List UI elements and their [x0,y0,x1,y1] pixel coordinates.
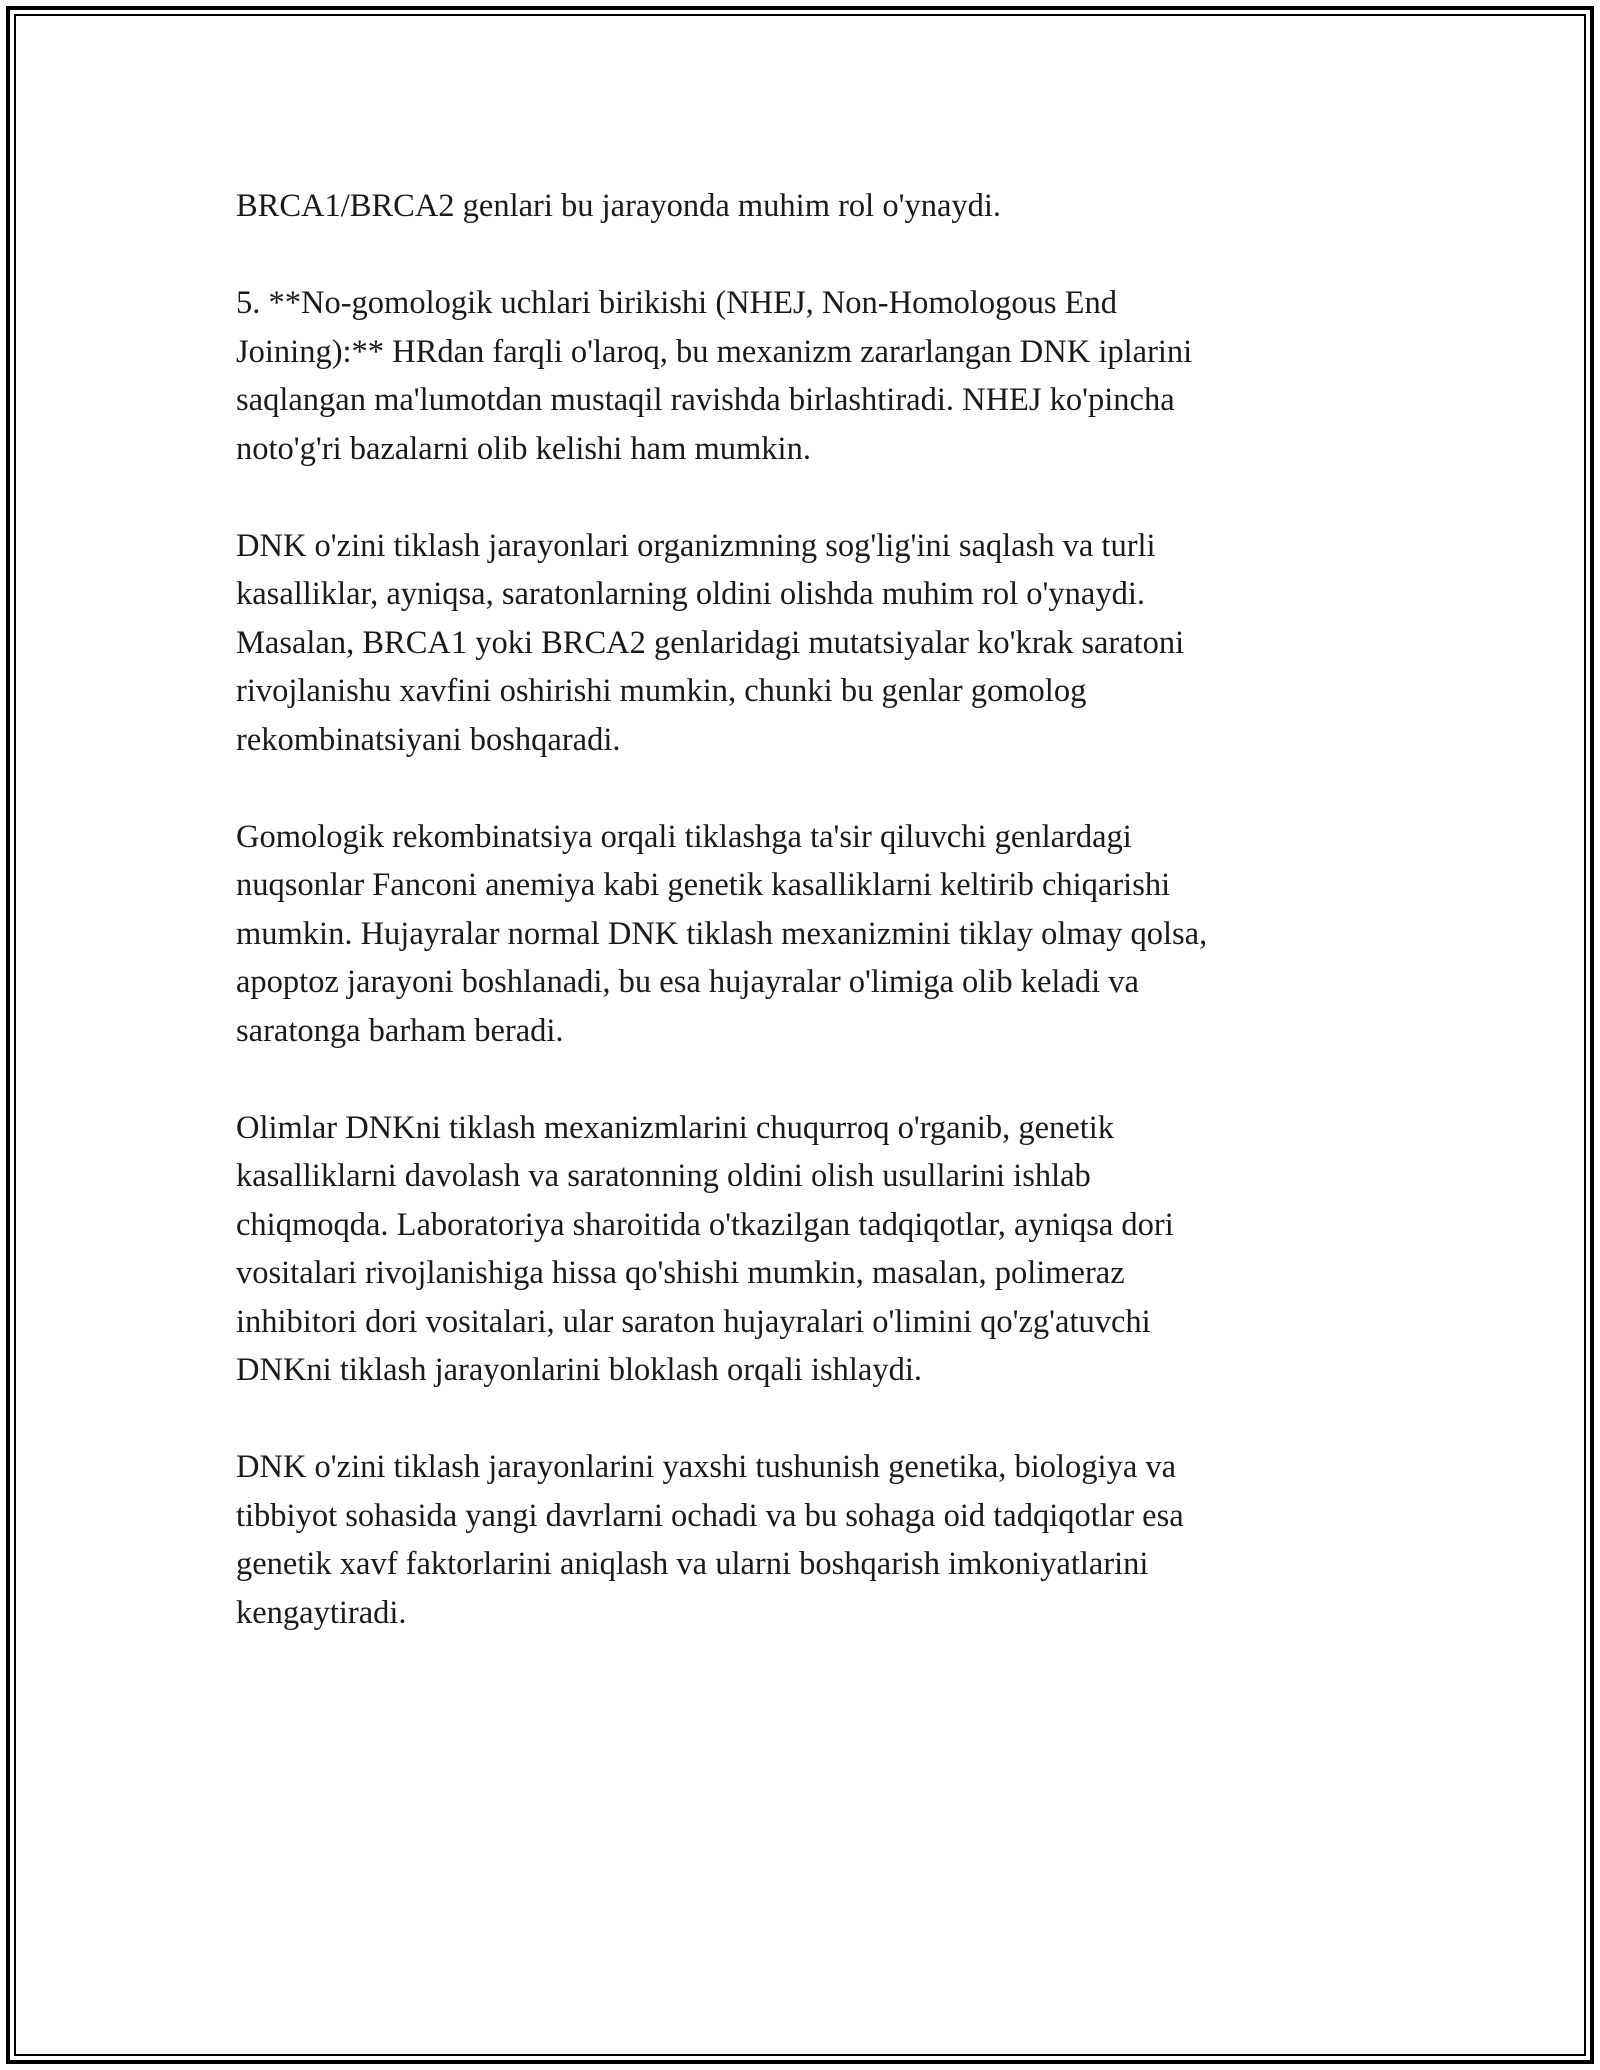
text-line: kengaytiradi. [236,1594,407,1631]
paragraph-brca-continuation [236,182,1376,231]
document-body [236,182,1376,1686]
paragraph-nhej [236,279,1376,473]
paragraph-dna-repair-health [236,522,1376,765]
text-line: rekombinatsiyani boshqaradi. [236,721,621,758]
paragraph-research [236,1104,1376,1395]
text-line: kasalliklarni davolash va saratonning oldini olish usullarini ishlab [236,1158,1091,1194]
text-line: inhibitori dori vositalari, ular saraton hujayralari o'limini qo'zg'atuvchi [236,1303,1151,1340]
text-line: saqlangan ma'lumotdan mustaqil ravishda birlashtiradi. NHEJ ko'pincha [236,382,1175,418]
text-line: BRCA1/BRCA2 genlari bu jarayonda muhim rol o'ynaydi. [236,188,1002,224]
text-line: mumkin. Hujayralar normal DNK tiklash mexanizmini tiklay olmay qolsa, [236,915,1208,952]
text-line: DNK o'zini tiklash jarayonlari organizmning sog'lig'ini saqlash va turli [236,527,1156,564]
text-line: nuqsonlar Fanconi anemiya kabi genetik kasalliklarni keltirib chiqarishi [236,867,1171,903]
text-line: kasalliklar, ayniqsa, saratonlarning oldini olishda muhim rol o'ynaydi. [236,576,1145,612]
paragraph-homologous-recombination [236,813,1376,1056]
text-line: DNKni tiklash jarayonlarini bloklash orqali ishlaydi. [236,1352,922,1388]
text-line: chiqmoqda. Laboratoriya sharoitida o'tkazilgan tadqiqotlar, ayniqsa dori [236,1206,1174,1243]
text-line: saratonga barham beradi. [236,1012,564,1049]
text-line: Olimlar DNKni tiklash mexanizmlarini chuqurroq o'rganib, genetik [236,1109,1115,1146]
text-line: vositalari rivojlanishiga hissa qo'shishi mumkin, masalan, polimeraz [236,1255,1125,1291]
text-line: Joining):** HRdan farqli o'laroq, bu mexanizm zararlangan DNK iplarini [236,333,1193,370]
text-line: 5. **No-gomologik uchlari birikishi (NHEJ, Non-Homologous End [236,285,1118,321]
text-line: noto'g'ri bazalarni olib kelishi ham mumkin. [236,430,811,467]
text-line: Gomologik rekombinatsiya orqali tiklashga ta'sir qiluvchi genlardagi [236,818,1132,855]
paragraph-conclusion [236,1443,1376,1637]
text-line: Masalan, BRCA1 yoki BRCA2 genlaridagi mutatsiyalar ko'krak saratoni [236,624,1185,661]
text-line: apoptoz jarayoni boshlanadi, bu esa hujayralar o'limiga olib keladi va [236,964,1139,1000]
text-line: DNK o'zini tiklash jarayonlarini yaxshi tushunish genetika, biologiya va [236,1449,1177,1485]
text-line: tibbiyot sohasida yangi davrlarni ochadi va bu sohaga oid tadqiqotlar esa [236,1497,1184,1534]
text-line: rivojlanishu xavfini oshirishi mumkin, chunki bu genlar gomolog [236,673,1087,709]
text-line: genetik xavf faktorlarini aniqlash va ularni boshqarish imkoniyatlarini [236,1546,1149,1582]
